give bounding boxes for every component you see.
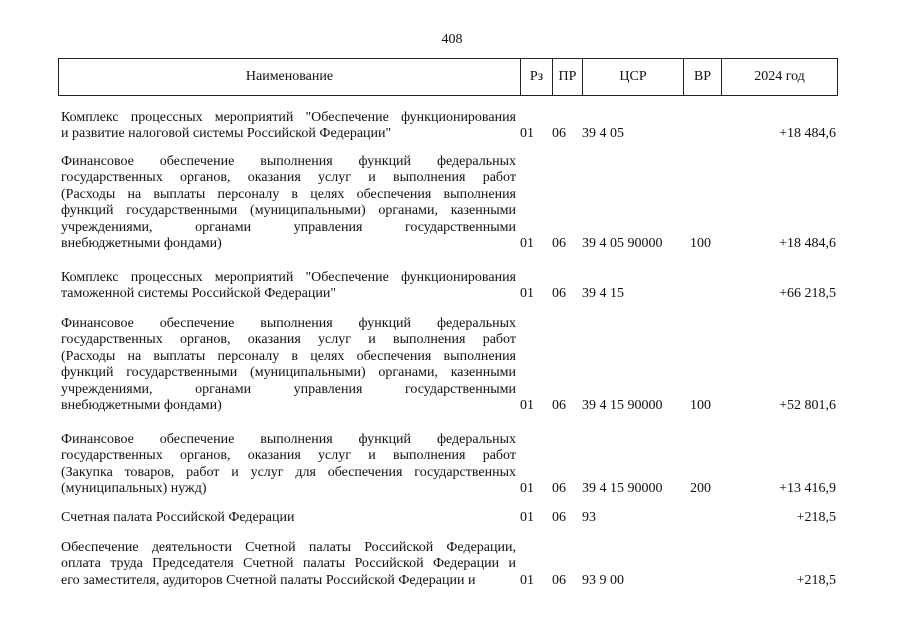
row-rz: 01 xyxy=(520,286,534,302)
row-vr: 100 xyxy=(690,236,711,251)
row-name-line: (муниципальных) нужд) xyxy=(61,481,207,497)
row-amount: +18 484,6 xyxy=(779,126,836,142)
row-name-line: (Закупка товаров, работ и услуг для обеспечения государственных xyxy=(61,464,516,480)
page-number: 408 xyxy=(441,32,463,47)
row-rz: 01 xyxy=(520,481,534,497)
row-name-line: Обеспечение деятельности Счетной палаты Российской Федерации, xyxy=(61,540,516,555)
row-name-line: внебюджетными фондами) xyxy=(61,236,222,252)
row-amount: +218,5 xyxy=(796,572,836,588)
row-csr: 39 4 15 xyxy=(582,286,624,302)
row-name-line: (Расходы на выплаты персоналу в целях обеспечения выполнения xyxy=(61,348,516,364)
row-vr: 100 xyxy=(690,398,711,413)
row-name-line: таможенной системы Российской Федерации" xyxy=(61,286,337,302)
row-name-line: функций государственными (муниципальными) органами, казенными xyxy=(61,365,516,381)
header-year: 2024 год xyxy=(721,59,837,95)
row-name xyxy=(61,154,516,252)
header-vr: ВР xyxy=(683,59,721,95)
row-name-line: и развитие налоговой системы Российской Федерации" xyxy=(61,126,392,142)
row-amount: +52 801,6 xyxy=(779,398,836,413)
row-amount: +18 484,6 xyxy=(779,236,836,251)
row-amount: +218,5 xyxy=(796,510,836,525)
header-name: Наименование xyxy=(245,69,334,84)
row-csr: 39 4 15 90000 xyxy=(582,481,663,497)
row-name-line: внебюджетными фондами) xyxy=(61,398,222,414)
row-name-line: функций государственными (муниципальными) органами, казенными xyxy=(61,203,516,219)
row-rz: 01 xyxy=(520,572,534,588)
row-csr: 39 4 05 90000 xyxy=(582,236,663,251)
header-rz: Рз xyxy=(520,59,552,95)
row-name-line: его заместителя, аудиторов Счетной палаты Российской Федерации и xyxy=(61,572,476,588)
row-name-line: Комплекс процессных мероприятий "Обеспечение функционирования xyxy=(61,270,516,285)
row-name-line: (Расходы на выплаты персоналу в целях обеспечения выполнения xyxy=(61,186,516,202)
row-pr: 06 xyxy=(552,510,566,525)
row-name-line: Счетная палата Российской Федерации xyxy=(61,510,295,525)
row-name-line: Финансовое обеспечение выполнения функций федеральных xyxy=(61,316,516,331)
row-name xyxy=(61,316,516,414)
row-name-line: Финансовое обеспечение выполнения функций федеральных xyxy=(61,432,516,447)
row-rz: 01 xyxy=(520,126,534,142)
row-name-line: учреждениями, органами управления государственными xyxy=(61,381,516,397)
row-pr: 06 xyxy=(552,572,566,588)
row-name-line: Финансовое обеспечение выполнения функций федеральных xyxy=(61,154,516,169)
row-name-line: оплата труда Председателя Счетной палаты Российской Федерации и xyxy=(61,556,516,572)
row-rz: 01 xyxy=(520,398,534,413)
header-pr: ПР xyxy=(552,59,582,95)
row-amount: +13 416,9 xyxy=(779,481,836,497)
row-name-line: учреждениями, органами управления государственными xyxy=(61,219,516,235)
row-amount: +66 218,5 xyxy=(779,286,836,302)
row-pr: 06 xyxy=(552,236,566,251)
row-name-line: Комплекс процессных мероприятий "Обеспечение функционирования xyxy=(61,110,516,125)
row-csr: 39 4 15 90000 xyxy=(582,398,663,413)
row-name-line: государственных органов, оказания услуг и выполнения работ xyxy=(61,332,516,348)
row-pr: 06 xyxy=(552,398,566,413)
row-name xyxy=(61,510,516,526)
row-rz: 01 xyxy=(520,510,534,525)
row-pr: 06 xyxy=(552,286,566,302)
row-name-line: государственных органов, оказания услуг и выполнения работ xyxy=(61,170,516,186)
row-name xyxy=(61,540,516,589)
row-pr: 06 xyxy=(552,126,566,142)
table-header xyxy=(58,58,838,96)
row-name xyxy=(61,270,516,303)
row-rz: 01 xyxy=(520,236,534,251)
row-vr: 200 xyxy=(690,481,711,497)
row-name xyxy=(61,110,516,143)
row-csr: 93 xyxy=(582,510,596,525)
header-csr: ЦСР xyxy=(582,59,683,95)
row-name-line: государственных органов, оказания услуг и выполнения работ xyxy=(61,448,516,464)
row-csr: 39 4 05 xyxy=(582,126,624,142)
row-pr: 06 xyxy=(552,481,566,497)
row-csr: 93 9 00 xyxy=(582,572,624,588)
row-name xyxy=(61,432,516,498)
